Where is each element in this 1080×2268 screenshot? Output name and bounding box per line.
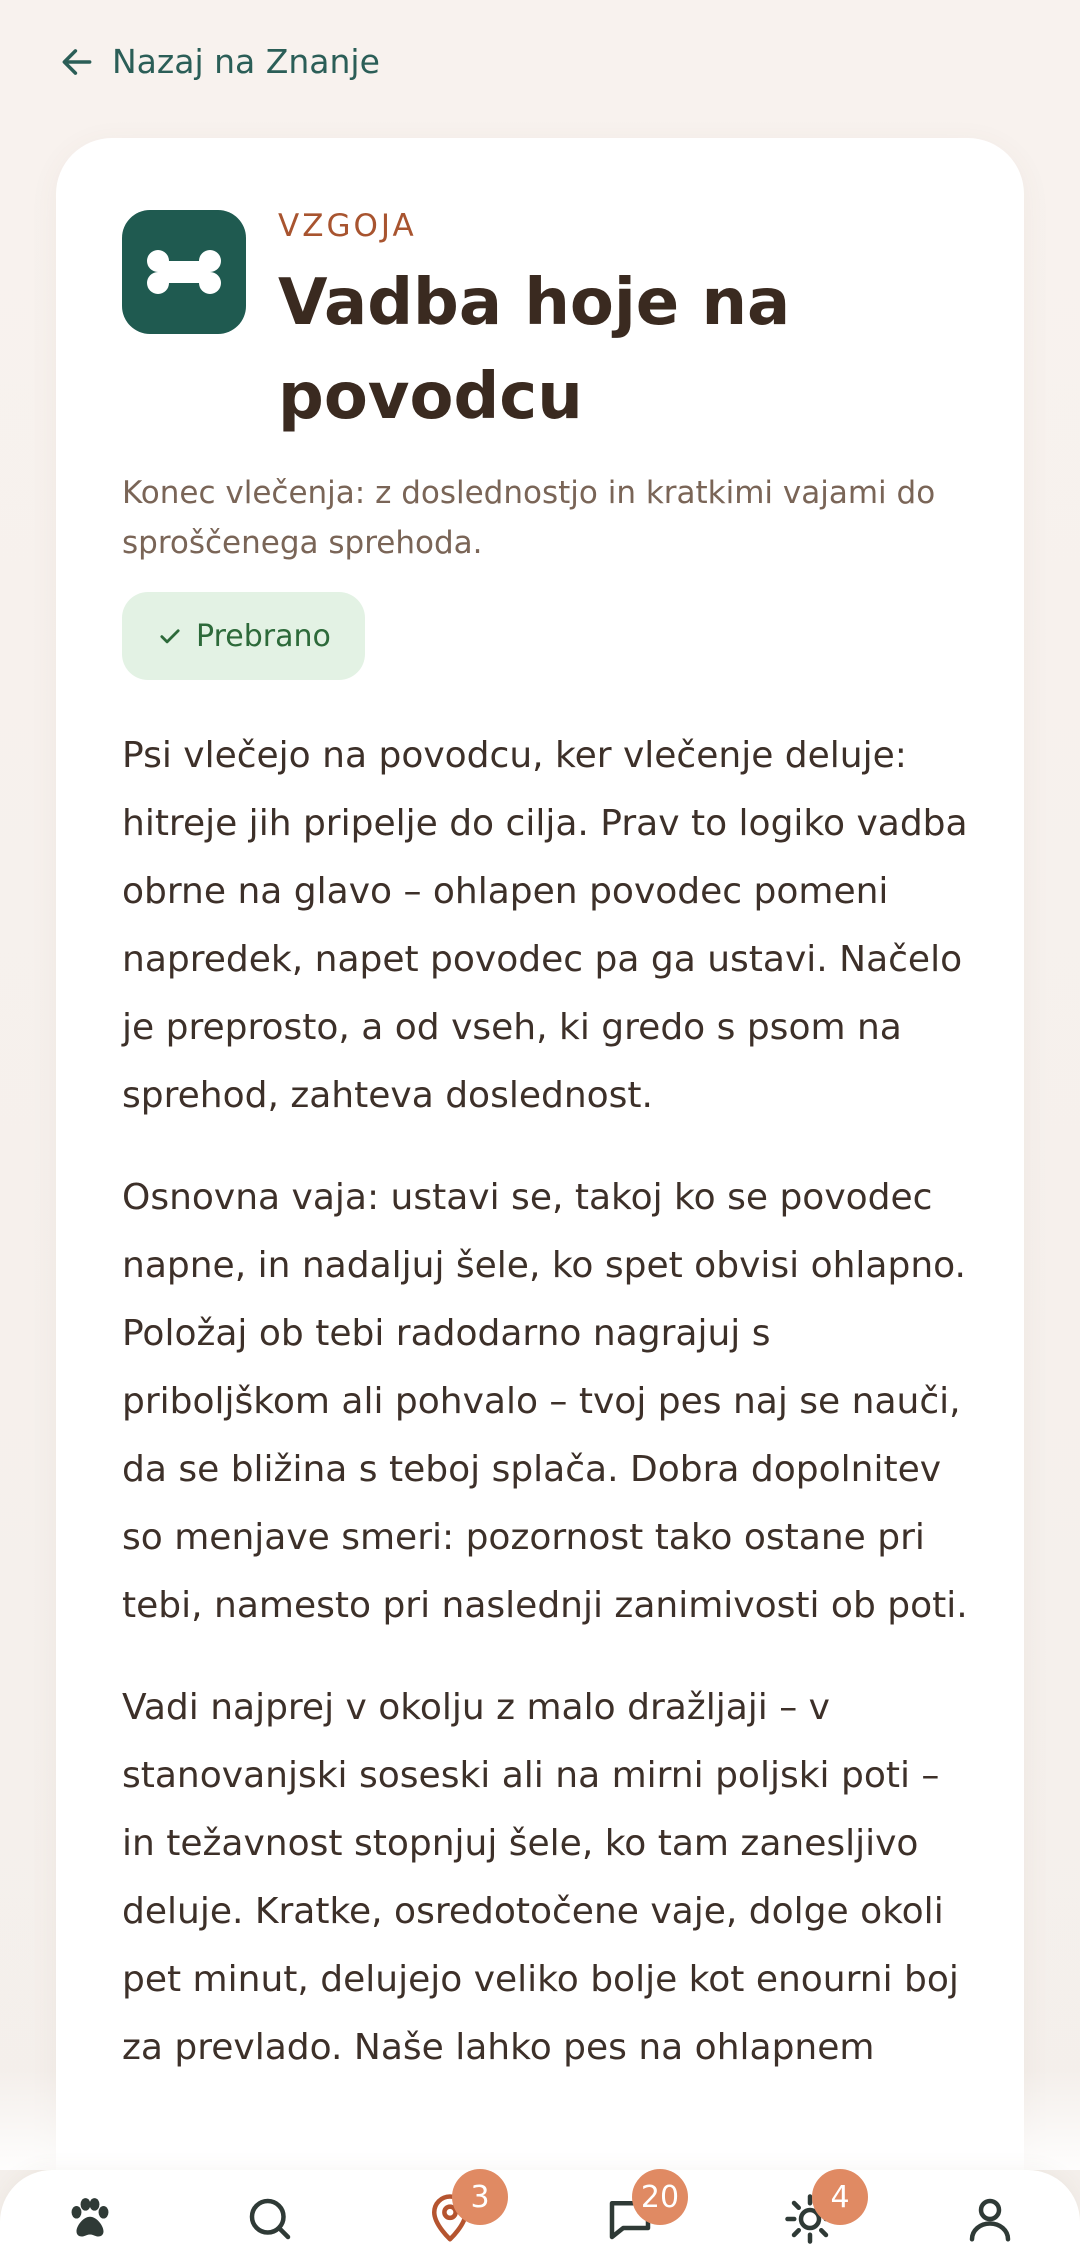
bottom-navigation	[0, 2170, 1080, 2268]
read-status-label: Prebrano	[196, 618, 331, 654]
search-icon	[243, 2192, 297, 2246]
article-card	[56, 138, 1024, 2268]
read-status-badge[interactable]	[122, 592, 365, 680]
nav-activity[interactable]	[750, 2179, 870, 2259]
article-paragraph: Vadi najprej v okolju z malo dražljaji – v stanovanjski soseski ali na mirni poljski poti – in težavnost stopnjuj šele, ko tam zanesljivo deluje. Kratke, osredotočene vaje, dolge okoli pet minut, delujejo veliko bolje kot enourni boj za prevlado. Naše lahko pes na ohlapnem	[122, 1687, 959, 2068]
nav-map[interactable]	[390, 2179, 510, 2259]
back-link[interactable]	[58, 42, 380, 81]
nav-search[interactable]	[210, 2179, 330, 2259]
paw-icon	[63, 2192, 117, 2246]
content-fade	[0, 2070, 1080, 2170]
article-title: Vadba hoje na povodcu	[278, 266, 791, 434]
back-link-label: Nazaj na Znanje	[112, 42, 380, 81]
check-icon	[156, 622, 184, 650]
nav-activity-badge: 4	[812, 2169, 868, 2225]
nav-profile[interactable]	[930, 2179, 1050, 2259]
article-subtitle: Konec vlečenja: z doslednostjo in kratkimi vajami do sproščenega sprehoda.	[122, 475, 936, 561]
article-body	[122, 722, 972, 2116]
bone-icon	[144, 249, 224, 295]
article-category: VZGOJA	[278, 208, 417, 244]
article-paragraph: Psi vlečejo na povodcu, ker vlečenje deluje: hitreje jih pripelje do cilja. Prav to logiko vadba obrne na glavo – ohlapen povodec pomeni napredek, napet povodec pa ga ustavi. Načelo je preprosto, a od vseh, ki gredo s psom na sprehod, zahteva doslednost.	[122, 735, 968, 1116]
nav-messages[interactable]	[570, 2179, 690, 2259]
user-icon	[963, 2192, 1017, 2246]
nav-messages-badge: 20	[632, 2169, 688, 2225]
arrow-left-icon	[58, 43, 96, 81]
category-icon-tile	[122, 210, 246, 334]
article-paragraph: Osnovna vaja: ustavi se, takoj ko se povodec napne, in nadaljuj šele, ko spet obvisi ohlapno. Položaj ob tebi radodarno nagrajuj s priboljškom ali pohvalo – tvoj pes naj se nauči, da se bližina s teboj splača. Dobra dopolnitev so menjave smeri: pozornost tako ostane pri tebi, namesto pri naslednji zanimivosti ob poti.	[122, 1177, 968, 1626]
nav-map-badge: 3	[452, 2169, 508, 2225]
nav-home[interactable]	[30, 2179, 150, 2259]
